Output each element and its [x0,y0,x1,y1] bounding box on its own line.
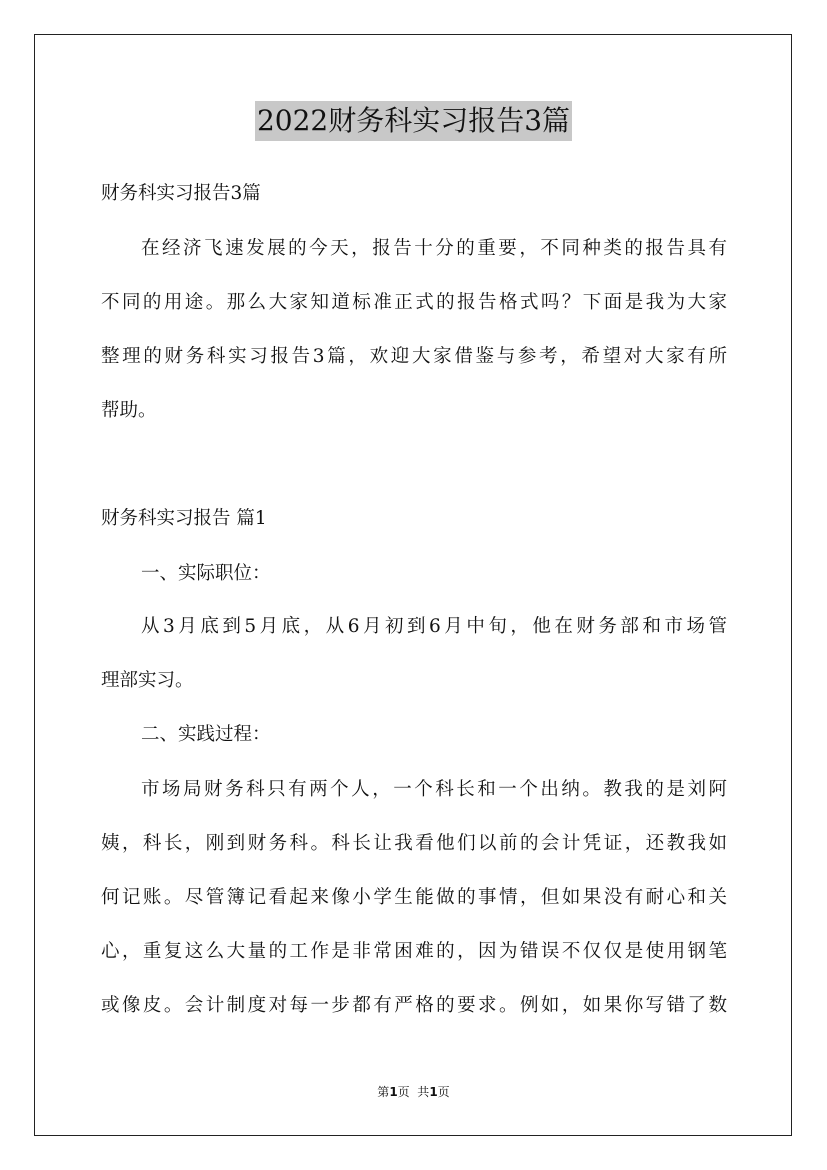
footer-prefix: 第 [377,1085,390,1099]
paragraph-line: 整理的财务科实习报告3篇，欢迎大家借鉴与参考，希望对大家有所 [101,346,727,367]
paragraph-line: 理部实习。 [101,670,194,691]
document-title: 2022财务科实习报告3篇 [255,101,572,141]
paragraph-line: 从3月底到5月底，从6月初到6月中旬，他在财务部和市场管 [141,616,727,637]
paragraph-line: 姨，科长，刚到财务科。科长让我看他们以前的会计凭证，还教我如 [101,833,727,854]
footer-suffix: 页 [437,1085,450,1099]
paragraph-line: 或像皮。会计制度对每一步都有严格的要求。例如，如果你写错了数 [101,995,727,1016]
paragraph-line: 何记账。尽管簿记看起来像小学生能做的事情，但如果没有耐心和关 [101,887,727,908]
subsection-heading: 一、实际职位： [141,563,271,584]
subtitle-line: 财务科实习报告3篇 [101,183,261,204]
section-heading: 财务科实习报告 篇1 [101,508,267,529]
footer-page-total: 1 [429,1085,438,1099]
footer-page-current: 1 [389,1085,398,1099]
page-footer [0,1084,827,1100]
footer-mid: 页 共 [397,1085,430,1099]
paragraph-line: 在经济飞速发展的今天，报告十分的重要，不同种类的报告具有 [141,238,727,259]
paragraph-line: 帮助。 [101,400,157,421]
paragraph-line: 市场局财务科只有两个人，一个科长和一个出纳。教我的是刘阿 [141,779,727,800]
subsection-heading: 二、实践过程： [141,724,271,745]
title-container [0,101,827,141]
paragraph-line: 不同的用途。那么大家知道标准正式的报告格式吗？下面是我为大家 [101,292,727,313]
paragraph-line: 心，重复这么大量的工作是非常困难的，因为错误不仅仅是使用钢笔 [101,941,727,962]
